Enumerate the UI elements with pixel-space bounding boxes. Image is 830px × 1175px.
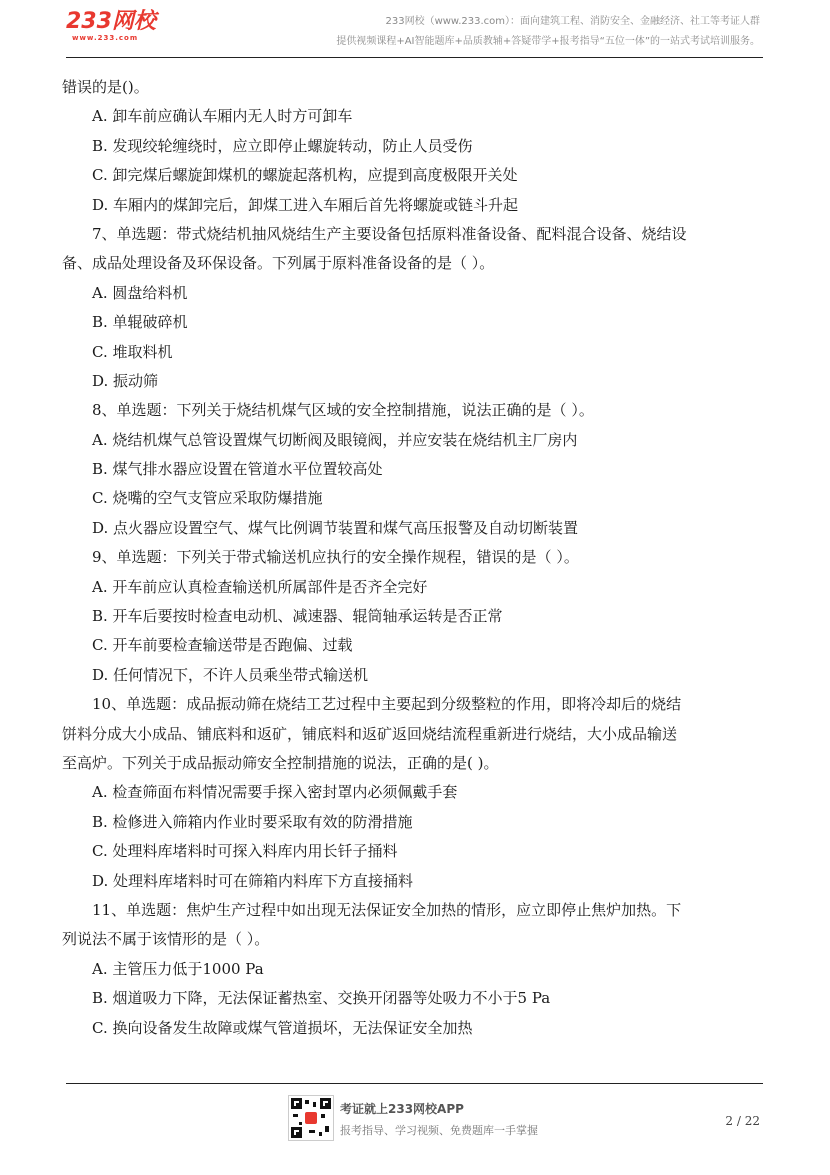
answer-option: B. 检修进入筛箱内作业时要采取有效的防滑措施 (92, 812, 413, 831)
header-tagline (336, 12, 760, 52)
answer-option: C. 处理料库堵料时可探入料库内用长钎子捅料 (92, 842, 398, 861)
answer-option: B. 单辊破碎机 (92, 313, 188, 332)
answer-option: C. 烧嘴的空气支管应采取防爆措施 (92, 489, 323, 508)
page-number: 2 / 22 (725, 1114, 760, 1128)
page-header (0, 0, 830, 62)
question-text: 11、单选题：焦炉生产过程中如出现无法保证安全加热的情形，应立即停止焦炉加热。下 (92, 900, 682, 919)
text-line: 备、成品处理设备及环保设备。下列属于原料准备设备的是（ ）。 (62, 254, 495, 273)
answer-option: A. 烧结机煤气总管设置煤气切断阀及眼镜阀，并应安装在烧结机主厂房内 (92, 430, 578, 449)
footer-divider (66, 1083, 763, 1084)
answer-option: D. 处理料库堵料时可在筛箱内料库下方直接捅料 (92, 871, 414, 890)
qr-code-icon[interactable] (288, 1095, 334, 1141)
question-text: 10、单选题：成品振动筛在烧结工艺过程中主要起到分级整粒的作用，即将冷却后的烧结 (92, 695, 682, 714)
answer-option: B. 煤气排水器应设置在管道水平位置较高处 (92, 460, 383, 479)
answer-option: B. 开车后要按时检查电动机、减速器、辊筒轴承运转是否正常 (92, 607, 503, 626)
logo-url: www.233.com (72, 34, 139, 42)
tagline-line-2: 提供视频课程+AI智能题库+品质教辅+答疑带学+报考指导“五位一体”的一站式考试培训服务。 (336, 36, 760, 47)
answer-option: A. 开车前应认真检查输送机所属部件是否齐全完好 (92, 577, 428, 596)
answer-option: A. 圆盘给料机 (92, 283, 188, 302)
text-line: 错误的是()。 (62, 78, 149, 96)
answer-option: D. 振动筛 (92, 371, 159, 390)
text-line: 列说法不属于该情形的是（ ）。 (62, 930, 270, 949)
question-text: 7、单选题：带式烧结机抽风烧结生产主要设备包括原料准备设备、配料混合设备、烧结设 (92, 224, 687, 243)
answer-option: A. 卸车前应确认车厢内无人时方可卸车 (92, 107, 353, 126)
text-line: 至高炉。下列关于成品振动筛安全控制措施的说法，正确的是( )。 (62, 753, 499, 772)
logo-text: 233网校 (66, 9, 156, 34)
question-text: 8、单选题：下列关于烧结机煤气区域的安全控制措施，说法正确的是（ ）。 (92, 401, 594, 420)
tagline-line-1: 233网校（www.233.com）：面向建筑工程、消防安全、金融经济、社工等考证人群 (385, 16, 760, 27)
document-body (62, 73, 764, 1043)
header-divider (66, 57, 763, 58)
answer-option: B. 发现绞轮缠绕时，应立即停止螺旋转动，防止人员受伤 (92, 136, 473, 155)
answer-option: D. 点火器应设置空气、煤气比例调节装置和煤气高压报警及自动切断装置 (92, 518, 579, 537)
answer-option: A. 检查筛面布料情况需要手探入密封罩内必须佩戴手套 (92, 783, 458, 802)
answer-option: C. 换向设备发生故障或煤气管道损坏，无法保证安全加热 (92, 1018, 473, 1037)
app-promo-title: 考证就上233网校APP (340, 1102, 464, 1116)
answer-option: D. 任何情况下，不许人员乘坐带式输送机 (92, 665, 369, 684)
answer-option: D. 车厢内的煤卸完后，卸煤工进入车厢后首先将螺旋或链斗升起 (92, 195, 519, 214)
answer-option: C. 卸完煤后螺旋卸煤机的螺旋起落机构，应提到高度极限开关处 (92, 166, 518, 185)
answer-option: C. 开车前要检查输送带是否跑偏、过载 (92, 636, 353, 655)
site-logo[interactable] (66, 10, 156, 42)
question-text: 9、单选题：下列关于带式输送机应执行的安全操作规程，错误的是（ ）。 (92, 548, 579, 567)
text-line: 饼料分成大小成品、铺底料和返矿，铺底料和返矿返回烧结流程重新进行烧结，大小成品输送 (62, 724, 678, 743)
answer-option: C. 堆取料机 (92, 342, 173, 361)
answer-option: A. 主管压力低于1000 Pa (92, 959, 264, 978)
page-footer (0, 1080, 830, 1175)
answer-option: B. 烟道吸力下降，无法保证蓄热室、交换开闭器等处吸力不小于5 Pa (92, 989, 551, 1008)
app-promo-description: 报考指导、学习视频、免费题库一手掌握 (340, 1124, 538, 1137)
